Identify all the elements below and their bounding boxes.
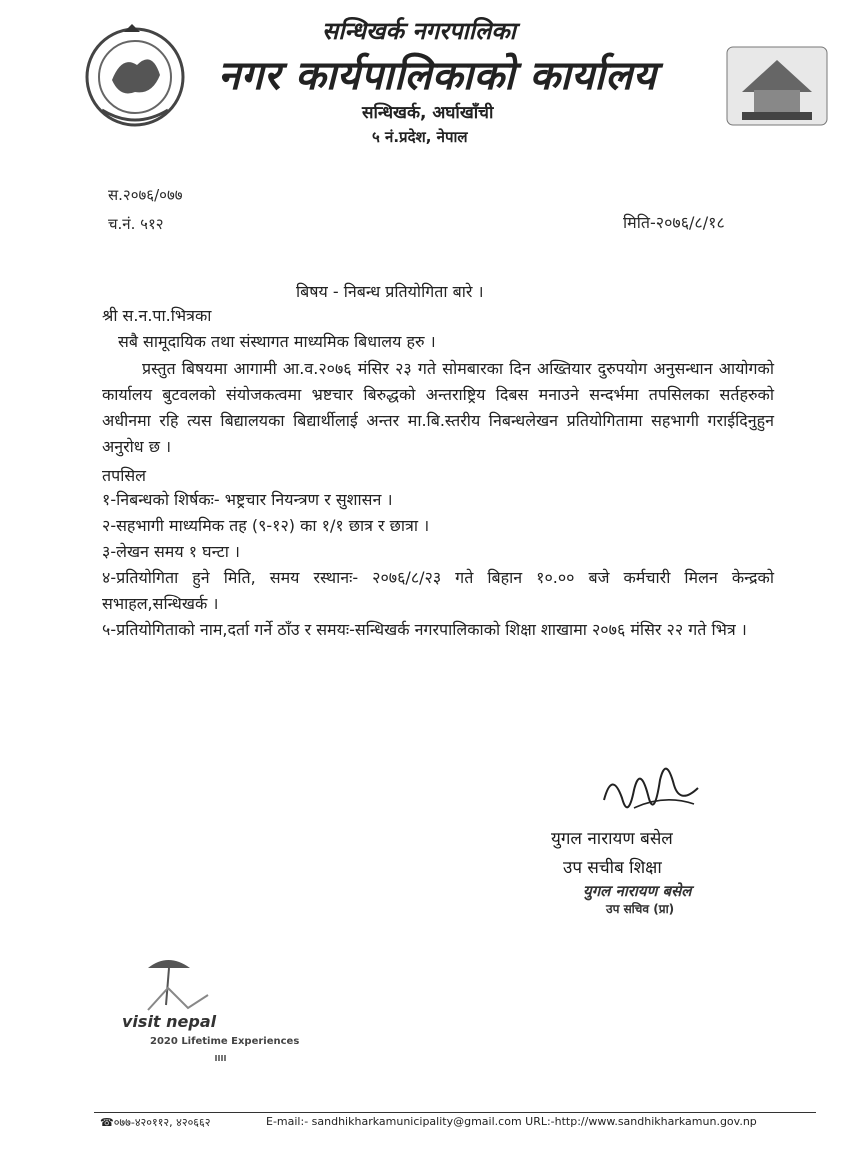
dispatch-number: च.नं. ५१२	[108, 215, 164, 233]
office-province: ५ नं.प्रदेश, नेपाल	[372, 128, 468, 146]
stamp-title: उप सचिव (प्रा)	[606, 902, 675, 916]
details-item: ४-प्रतियोगिता हुने मिति, समय रस्थानः- २०७६/८/२३ गते बिहान १०.०० बजे कर्मचारी मिलन केन्द्रको सभाहल,सन्धिखर्क ।	[102, 568, 774, 613]
details-item: ३-लेखन समय १ घन्टा ।	[102, 542, 240, 561]
visit-nepal-logo	[118, 950, 228, 1050]
visit-nepal-brand: visit nepal	[122, 1012, 217, 1031]
scan-mark	[215, 1055, 227, 1061]
details-item: १-निबन्धको शिर्षकः- भष्ट्रचार नियन्त्रण र सुशासन ।	[102, 490, 393, 509]
fiscal-year: स.२०७६/०७७	[108, 186, 183, 204]
letter-subject: बिषय - निबन्ध प्रतियोगिता बारे ।	[296, 282, 484, 301]
office-title: नगर कार्यपालिकाको कार्यालय	[218, 53, 657, 99]
letter-date: मिति-२०७६/८/१८	[623, 213, 725, 232]
details-item: २-सहभागी माध्यमिक तह (९-१२) का १/१ छात्र र छात्रा ।	[102, 516, 430, 535]
footer-contact: E-mail:- sandhikharkamunicipality@gmail.com URL:-http://www.sandhikharkamun.gov.np	[266, 1115, 757, 1128]
signatory-name: युगल नारायण बसेल	[551, 829, 673, 849]
office-location: सन्धिखर्क, अर्घाखाँची	[362, 103, 494, 123]
visit-nepal-tagline: 2020 Lifetime Experiences	[150, 1036, 300, 1047]
nepal-emblem-icon	[82, 20, 188, 130]
footer-divider	[94, 1112, 816, 1113]
signature-mark	[594, 750, 704, 830]
footer-phone: ☎०७७-४२०११२, ४२०६६२	[100, 1116, 211, 1129]
details-item: ५-प्रतियोगिताको नाम,दर्ता गर्ने ठाँउ र समयः-सन्धिखर्क नगरपालिकाको शिक्षा शाखामा २०७६ मंसिर २२ गते भित्र ।	[102, 620, 747, 639]
details-heading: तपसिल	[102, 466, 147, 485]
municipality-logo-icon	[722, 42, 832, 130]
letter-body: प्रस्तुत बिषयमा आगामी आ.व.२०७६ मंसिर २३ गते सोमबारका दिन अख्तियार दुरुपयोग अनुसन्धान आयोगको कार्यालय बुटवलको संयोजकत्वमा भ्रष्टचार बिरुद्धको अन्तराष्ट्रिय दिबस मनाउने सन्दर्भमा तपसिलका सर्तहरुको अधीनमा रहि त्यस बिद्यालयका बिद्यार्थीलाई अन्तर मा.बि.स्तरीय निबन्धलेखन प्रतियोगितामा सहभागी गराईदिनुहुन अनुरोध छ ।	[102, 359, 774, 456]
signatory-title: उप सचीब शिक्षा	[563, 858, 662, 878]
stamp-name: युगल नारायण बसेल	[583, 882, 692, 900]
addressee-line-1: श्री स.न.पा.भित्रका	[102, 306, 212, 325]
addressee-line-2: सबै सामूदायिक तथा संस्थागत माध्यमिक बिधालय हरु ।	[118, 332, 436, 351]
municipality-name: सन्धिखर्क नगरपालिका	[322, 17, 516, 45]
